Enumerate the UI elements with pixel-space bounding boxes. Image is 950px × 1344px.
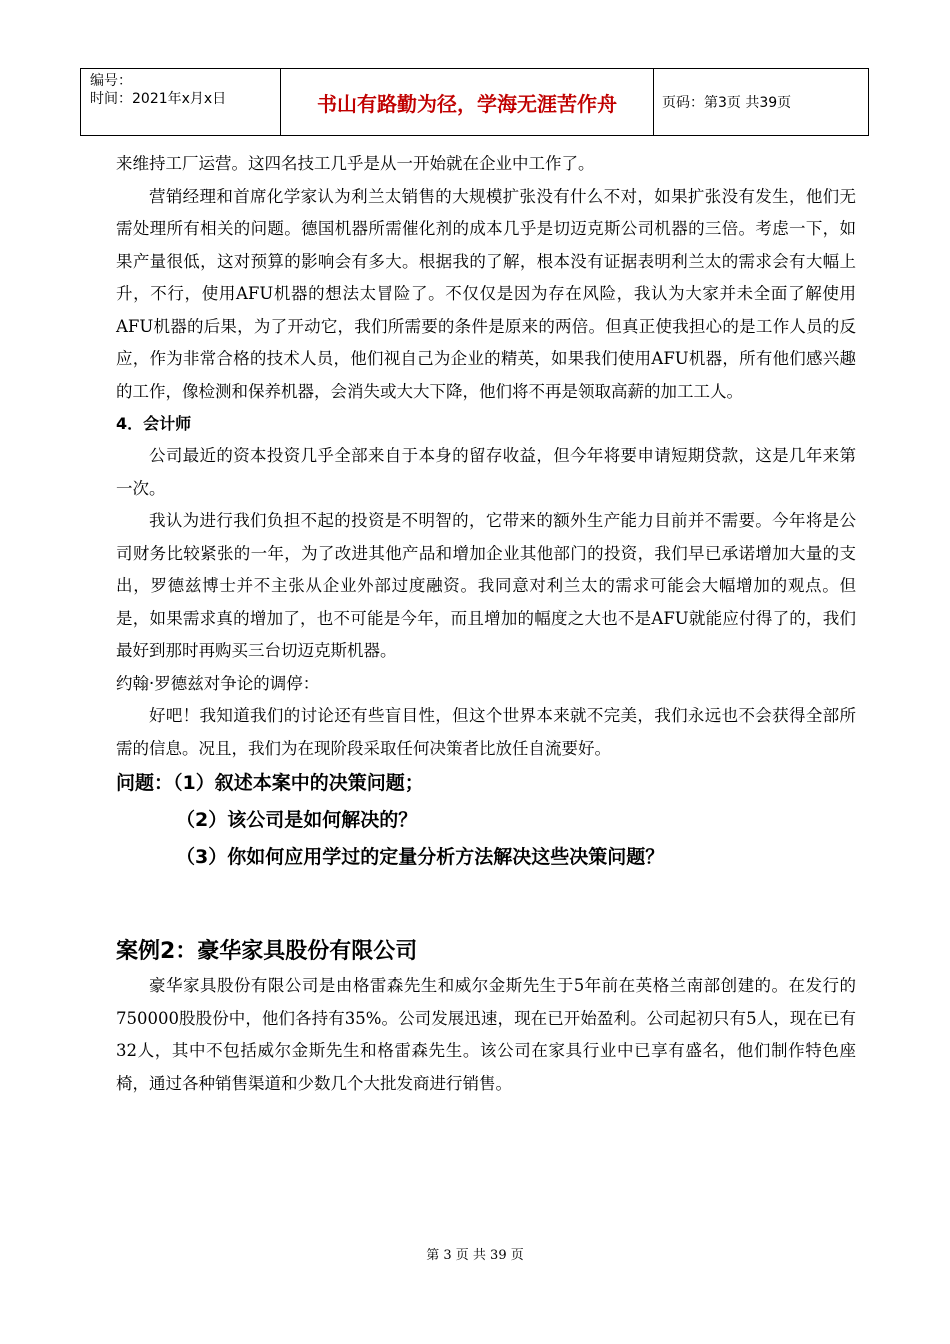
section-spacer	[116, 876, 856, 934]
question-3: （3）你如何应用学过的定量分析方法解决这些决策问题？	[176, 846, 665, 868]
mediation-title: 约翰·罗德兹对争论的调停：	[116, 673, 320, 693]
case2-body: 豪华家具股份有限公司是由格雷森先生和威尔金斯先生于5年前在英格兰南部创建的。在发行的750000股股份中，他们各持有35%。公司发展迅速，现在已开始盈利。公司起初只有5人，现在已有32人，其中不包括威尔金斯先生和格雷森先生。该公司在家具行业中已享有盛名，他们制作特色座椅，通过各种销售渠道和少数几个大批发商进行销售。	[116, 976, 856, 1093]
date-label: 时间：2021年x月x日	[90, 91, 227, 107]
paragraph-accountant-2: 我认为进行我们负担不起的投资是不明智的，它带来的额外生产能力目前并不需要。今年将是公司财务比较紧张的一年，为了改进其他产品和增加企业其他部门的投资，我们早已承诺增加大量的支出，罗德兹博士并不主张从企业外部过度融资。我同意对利兰太的需求可能会大幅增加的观点。但是，如果需求真的增加了，也不可能是今年，而且增加的幅度之大也不是AFU就能应付得了的，我们最好到那时再购买三台切迈克斯机器。	[116, 511, 856, 660]
paragraph-accountant-1: 公司最近的资本投资几乎全部来自于本身的留存收益，但今年将要申请短期贷款，这是几年来第一次。	[116, 446, 856, 498]
section-heading-accountant: 4．会计师	[116, 414, 192, 433]
question-1: 问题：（1）叙述本案中的决策问题；	[116, 772, 424, 794]
mediation-body: 好吧！我知道我们的讨论还有些盲目性，但这个世界本来就不完美，我们永远也不会获得全部所需的信息。况且，我们为在现阶段采取任何决策者比放任自流要好。	[116, 706, 856, 758]
header-page-info: 页码：第3页 共39页	[662, 95, 792, 111]
header-table	[80, 68, 869, 136]
case2-title: 案例2：豪华家具股份有限公司	[116, 939, 418, 964]
question-2: （2）该公司是如何解决的？	[176, 809, 418, 831]
paragraph-continued: 来维持工厂运营。这四名技工几乎是从一开始就在企业中工作了。	[116, 154, 595, 173]
header-meta-cell	[81, 69, 281, 135]
paragraph-marketing-opinion: 营销经理和首席化学家认为利兰太销售的大规模扩张没有什么不对，如果扩张没有发生，他们无需处理所有相关的问题。德国机器所需催化剂的成本几乎是切迈克斯公司机器的三倍。考虑一下，如果产量很低，这对预算的影响会有多大。根据我的了解，根本没有证据表明利兰太的需求会有大幅上升，不行，使用AFU机器的想法太冒险了。不仅仅是因为存在风险，我认为大家并未全面了解使用AFU机器的后果，为了开动它，我们所需要的条件是原来的两倍。但真正使我担心的是工作人员的反应，作为非常合格的技术人员，他们视自己为企业的精英，如果我们使用AFU机器，所有他们感兴趣的工作，像检测和保养机器，会消失或大大下降，他们将不再是领取高薪的加工工人。	[116, 186, 856, 401]
code-label: 编号：	[90, 73, 132, 89]
page-footer: 第 3 页 共 39 页	[426, 1248, 524, 1263]
header-motto: 书山有路勤为径，学海无涯苦作舟	[281, 69, 654, 135]
document-body	[116, 148, 856, 1100]
